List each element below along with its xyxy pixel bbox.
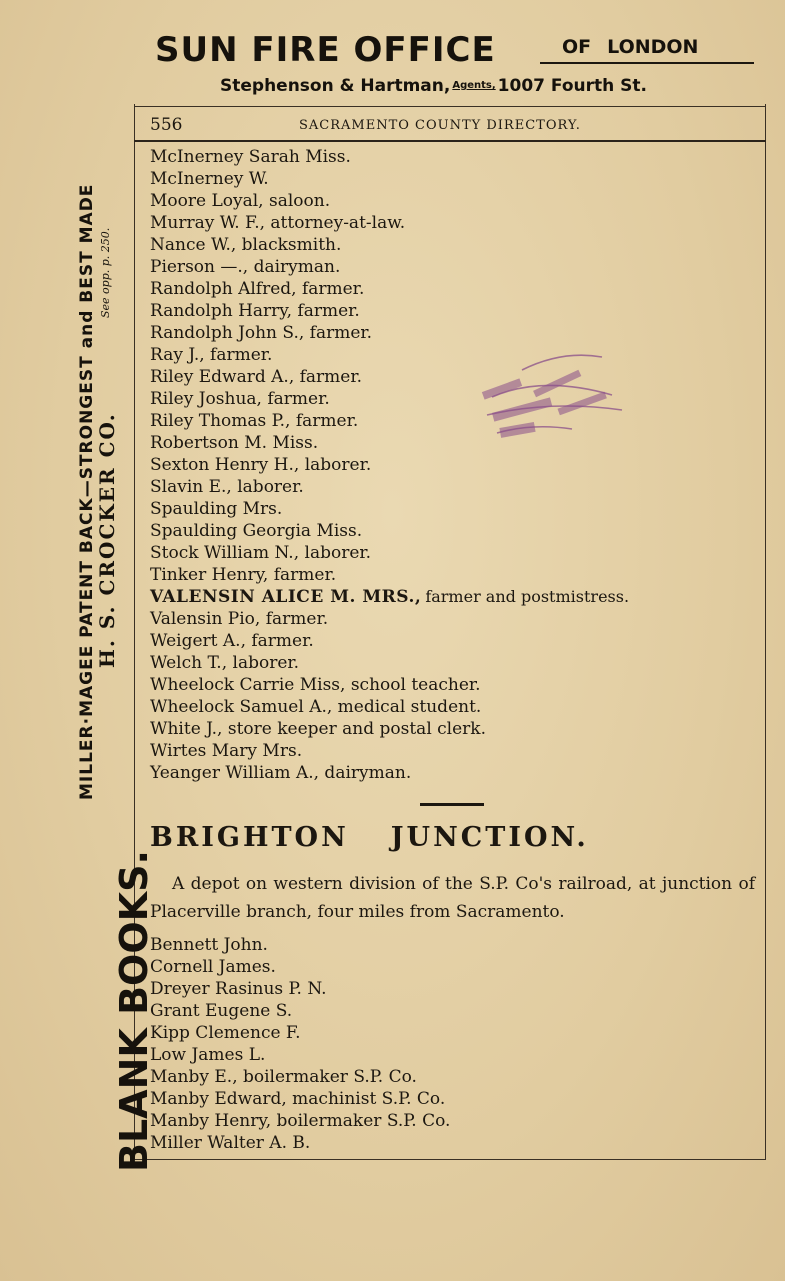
featured-entry [150,586,629,608]
library-stamp [462,345,637,465]
directory-entry: Manby Edward, machinist S.P. Co. [150,1089,446,1109]
directory-entry: Riley Joshua, farmer. [150,389,330,409]
header-title: SUN FIRE OFFICE [155,30,496,70]
directory-entry: Grant Eugene S. [150,1001,293,1021]
header-rule [540,62,754,64]
directory-entry: Tinker Henry, farmer. [150,565,337,585]
directory-entry: Randolph Alfred, farmer. [150,279,365,299]
spine-blank-books: BLANK BOOKS. [112,850,156,1172]
directory-entry: Spaulding Georgia Miss. [150,521,363,541]
agents-label: Agents, [452,80,496,91]
spine-see-note: See opp. p. 250. [99,227,112,318]
section-directory-list [150,934,450,1154]
directory-entry: McInerney W. [150,169,269,189]
directory-entry: Ray J., farmer. [150,345,273,365]
header-agents-line [220,76,647,96]
directory-entry: Yeanger William A., dairyman. [150,763,412,783]
directory-entry: Valensin Pio, farmer. [150,609,329,629]
directory-entry: Spaulding Mrs. [150,499,283,519]
directory-entry: Murray W. F., attorney-at-law. [150,213,406,233]
directory-entry: Low James L. [150,1045,266,1065]
directory-entry: Welch T., laborer. [150,653,300,673]
directory-entry: Bennett John. [150,935,268,955]
directory-entry: Robertson M. Miss. [150,433,319,453]
directory-entry: Sexton Henry H., laborer. [150,455,372,475]
header-london: LONDON [607,36,699,58]
featured-entry-description: farmer and postmistress. [425,587,630,606]
directory-entry: Riley Thomas P., farmer. [150,411,359,431]
directory-entry: Miller Walter A. B. [150,1133,311,1153]
directory-entry: Cornell James. [150,957,276,977]
directory-entry: Randolph John S., farmer. [150,323,373,343]
section-intro [150,870,755,926]
spine-tagline: MILLER·MAGEE PATENT BACK—STRONGEST and BEST MADE [77,183,97,800]
directory-list [150,146,629,784]
directory-entry: Kipp Clemence F. [150,1023,301,1043]
section-title-word1: BRIGHTON [150,822,349,853]
directory-entry: Wheelock Carrie Miss, school teacher. [150,675,481,695]
section-divider [420,803,484,806]
directory-entry: Wheelock Samuel A., medical student. [150,697,482,717]
directory-entry: Riley Edward A., farmer. [150,367,363,387]
featured-entry-name: VALENSIN ALICE M. MRS., [150,587,422,607]
running-head-title: SACRAMENTO COUNTY DIRECTORY. [299,118,581,133]
agents-name: Stephenson & Hartman, [220,76,451,96]
header-of: OF [562,36,592,58]
header-of-london [542,36,754,58]
directory-entry: White J., store keeper and postal clerk. [150,719,487,739]
agents-address: 1007 Fourth St. [497,76,647,96]
running-head-rule [134,140,766,142]
directory-entry: Manby Henry, boilermaker S.P. Co. [150,1111,451,1131]
directory-entry: McInerney Sarah Miss. [150,147,351,167]
directory-entry: Dreyer Rasinus P. N. [150,979,327,999]
section-title [150,822,778,853]
directory-entry: Weigert A., farmer. [150,631,314,651]
section-title-word2: JUNCTION. [390,822,589,853]
directory-entry: Wirtes Mary Mrs. [150,741,303,761]
directory-entry: Randolph Harry, farmer. [150,301,360,321]
directory-entry: Pierson —., dairyman. [150,257,341,277]
page-number: 556 [150,115,183,135]
directory-entry: Moore Loyal, saloon. [150,191,331,211]
directory-entry: Nance W., blacksmith. [150,235,342,255]
section-intro-text: A depot on western division of the S.P. Co's railroad, at junction of Placerville branch, four miles from Sacramento. [150,874,755,922]
spine-company: H. S. CROCKER CO. [95,412,119,668]
directory-entry: Stock William N., laborer. [150,543,372,563]
directory-entry: Slavin E., laborer. [150,477,304,497]
directory-entry: Manby E., boilermaker S.P. Co. [150,1067,417,1087]
